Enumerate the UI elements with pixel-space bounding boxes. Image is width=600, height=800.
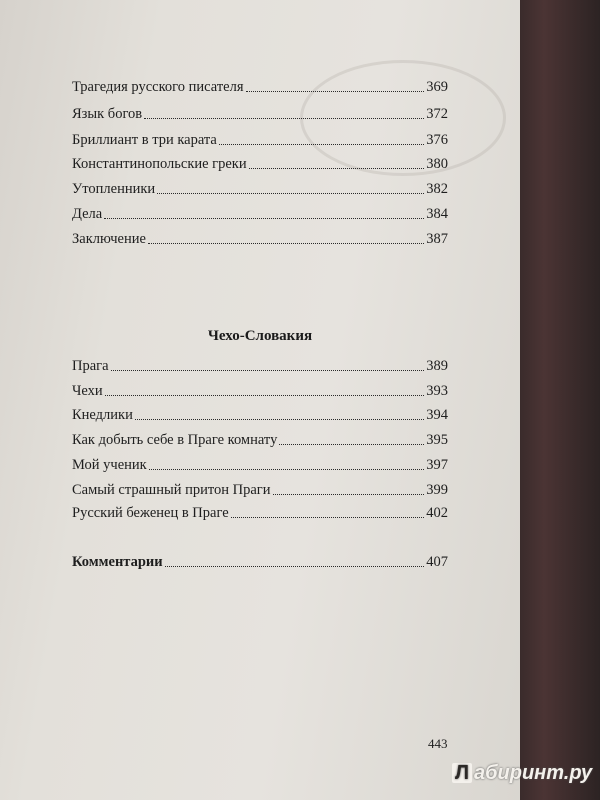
- page-number: 443: [428, 736, 448, 751]
- toc-entry: Русский беженец в Праге 402: [72, 505, 448, 521]
- toc-entry: Утопленники 382: [72, 181, 448, 197]
- dot-leader: [231, 517, 425, 518]
- toc-entry: Бриллиант в три карата 376: [72, 132, 448, 148]
- dot-leader: [149, 469, 425, 470]
- toc-entry: Константинопольские греки 380: [72, 156, 448, 172]
- toc-entry: Как добыть себе в Праге комнату 395: [72, 432, 448, 448]
- dot-leader: [249, 168, 425, 169]
- toc-entry: Заключение 387: [72, 231, 448, 247]
- labirint-watermark: Л абиринт.ру: [452, 762, 592, 785]
- toc-entry: Дела 384: [72, 206, 448, 222]
- toc-entry: Самый страшный притон Праги 399: [72, 482, 448, 498]
- dot-leader: [157, 193, 424, 194]
- toc-entry-comments: Комментарии 407: [72, 554, 448, 570]
- book-cover-edge: [520, 0, 600, 800]
- section-heading: Чехо-Словакия: [207, 328, 313, 344]
- toc-entry: Язык богов 372: [72, 106, 448, 122]
- dot-leader: [105, 395, 425, 396]
- dot-leader: [144, 118, 424, 119]
- dot-leader: [111, 370, 425, 371]
- watermark-logo-icon: Л: [452, 763, 472, 783]
- dot-leader: [219, 144, 424, 145]
- dot-leader: [246, 91, 425, 92]
- dot-leader: [148, 243, 424, 244]
- toc-entry: Прага 389: [72, 358, 448, 374]
- dot-leader: [279, 444, 424, 445]
- toc-entry: Кнедлики 394: [72, 407, 448, 423]
- dot-leader: [273, 494, 425, 495]
- dot-leader: [165, 566, 425, 567]
- toc-entry: Чехи 393: [72, 383, 448, 399]
- toc-entry: Трагедия русского писателя 369: [72, 79, 448, 95]
- toc-entry: Мой ученик 397: [72, 457, 448, 473]
- dot-leader: [135, 419, 424, 420]
- dot-leader: [104, 218, 424, 219]
